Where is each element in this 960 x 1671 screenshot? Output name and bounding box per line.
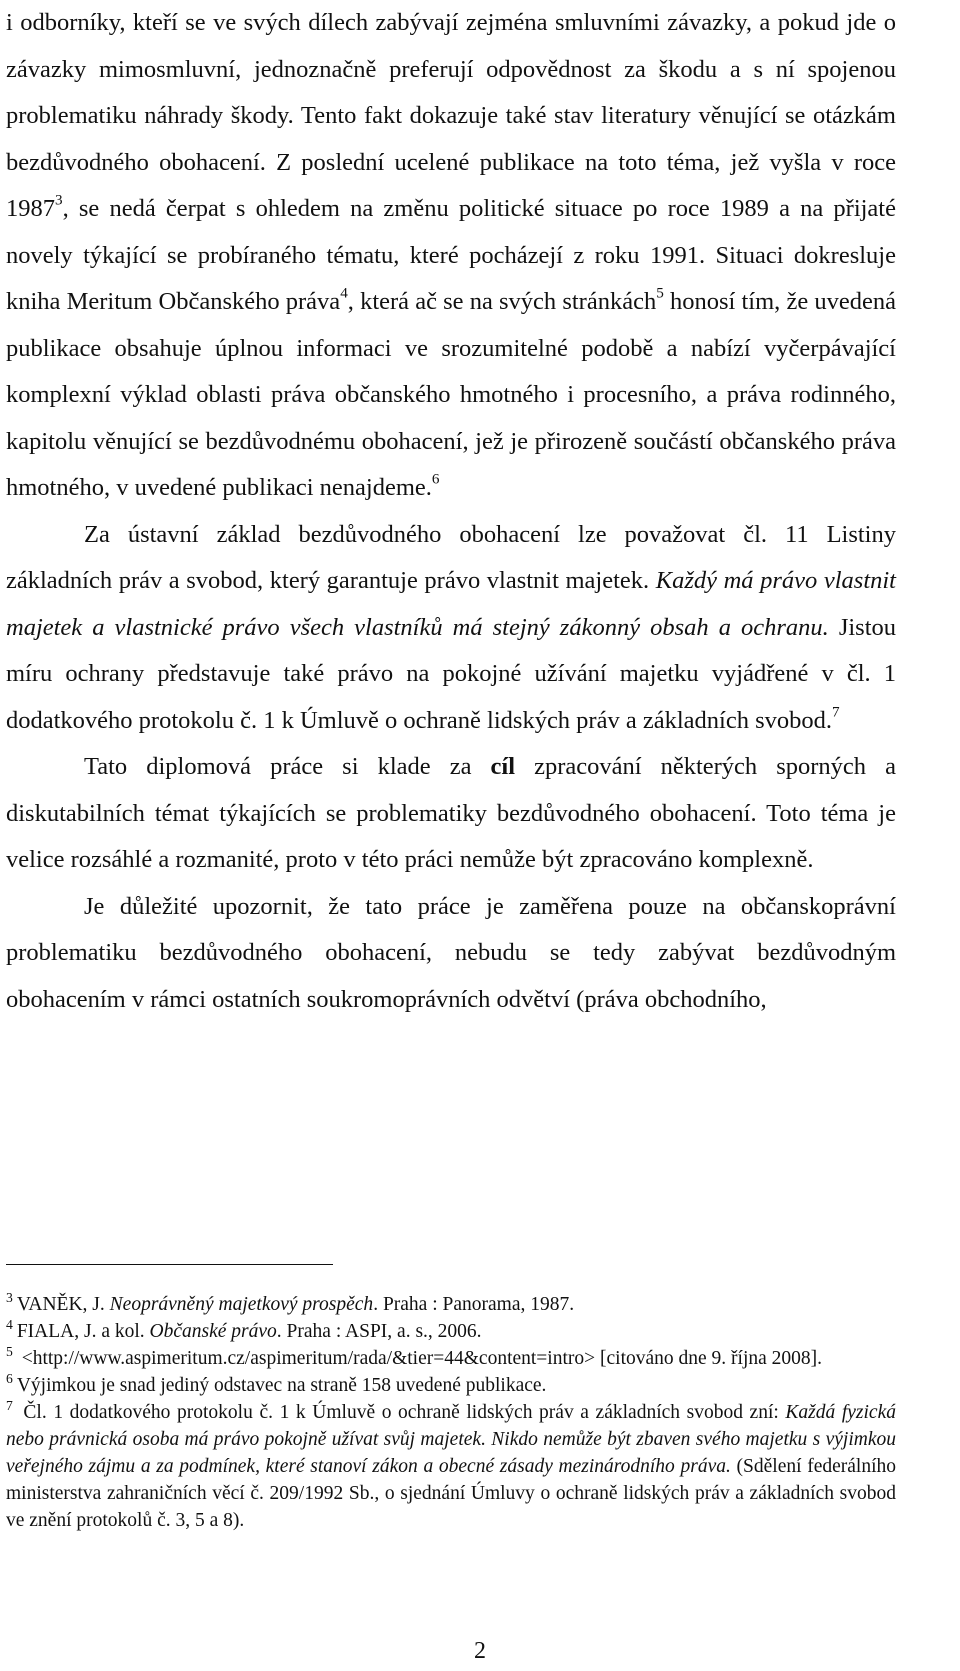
footnote — [6, 1318, 896, 1345]
text-run: <http://www.aspimeritum.cz/aspimeritum/rada/&tier=44&content=intro> [citováno dne 9. října 2008]. — [16, 1348, 823, 1369]
text-run: Tato diplomová práce si klade za — [84, 753, 491, 780]
text-run: Je důležité upozornit, že tato práce je zaměřena pouze na občanskoprávní problematiku bezdůvodného obohacení, nebudu se tedy zabývat bezdůvodným obohacením v rámci ostatních soukromoprávních odvětví (práva obchodního, — [6, 892, 896, 1013]
document-page — [6, 0, 896, 1023]
footnote — [6, 1345, 896, 1372]
text-run: Výjimkou je snad jediný odstavec na straně 158 uvedené publikace. — [16, 1375, 547, 1396]
footnote — [6, 1291, 896, 1318]
text-run: , která ač se na svých stránkách — [347, 288, 657, 315]
page-number: 2 — [474, 1638, 486, 1664]
footnote-reference: 4 — [340, 284, 348, 302]
text-run: . Praha : ASPI, a. s., 2006. — [276, 1321, 482, 1342]
text-run: , se nedá čerpat s ohledem na změnu politické situace po roce 1989 a na přijaté novely týkající se probíraného tématu, které pocházejí z roku 1991. Situaci dokresluje kniha Meritum Občanského práva — [6, 195, 896, 315]
paragraph — [6, 744, 896, 884]
footnote-reference: 6 — [431, 470, 440, 488]
italic-text: Každá fyzická nebo právnická osoba má právo pokojně užívat svůj majetek. Nikdo nemůže být zbaven svého majetku s výjimkou veřejného zájmu a za podmínek, které stanoví zákon a obecné zásady mezinárodního práva. — [6, 1402, 896, 1477]
text-run: VANĚK, J. — [16, 1294, 110, 1315]
body-text — [6, 0, 896, 1023]
footnote-separator — [6, 1264, 333, 1265]
italic-text: Neoprávněný majetkový prospěch — [109, 1294, 374, 1315]
footnote-reference: 7 — [832, 703, 840, 721]
italic-text: Každý má právo vlastnit majetek a vlastnické právo všech vlastníků má stejný zákonný obsah a ochranu. — [6, 567, 896, 641]
paragraph — [6, 884, 896, 1024]
paragraph — [6, 512, 896, 745]
text-run: . Praha : Panorama, 1987. — [373, 1294, 575, 1315]
footnotes — [6, 1291, 896, 1534]
footnote-reference: 3 — [55, 191, 63, 209]
footnote-number: 5 — [6, 1343, 13, 1359]
footnote-number: 7 — [6, 1397, 13, 1413]
text-run: zpracování některých sporných a diskutabilních témat týkajících se problematiky bezdůvodného obohacení. Toto téma je velice rozsáhlé a rozmanité, proto v této práci nemůže být zpracováno komplexně. — [6, 753, 896, 873]
footnote-number: 6 — [6, 1370, 13, 1386]
text-run: Čl. 1 dodatkového protokolu č. 1 k Úmluvě o ochraně lidských práv a základních svobod zní: — [16, 1402, 786, 1423]
paragraph — [6, 0, 896, 512]
italic-text: Občanské právo — [149, 1321, 277, 1342]
footnote — [6, 1372, 896, 1399]
footnote-number: 3 — [6, 1289, 13, 1305]
footnote-reference: 5 — [656, 284, 664, 302]
footnote — [6, 1399, 896, 1534]
footnote-number: 4 — [6, 1316, 13, 1332]
bold-text: cíl — [490, 753, 516, 780]
text-run: Jistou míru ochrany představuje také právo na pokojné užívání majetku vyjádřené v čl. 1 dodatkového protokolu č. 1 k Úmluvě o ochraně lidských práv a základních svobod. — [6, 613, 897, 734]
text-run: Za ústavní základ bezdůvodného obohacení lze považovat čl. 11 Listiny základních práv a svobod, který garantuje právo vlastnit majetek. — [6, 520, 896, 594]
text-run: honosí tím, že uvedená publikace obsahuje úplnou informaci ve srozumitelné podobě a nabízí vyčerpávající komplexní výklad oblasti práva občanského hmotného i procesního, a práva rodinného, kapitolu věnující se bezdůvodnému obohacení, jež je přirozeně součástí občanského práva hmotného, v uvedené publikaci nenajdeme. — [6, 288, 896, 501]
text-run: FIALA, J. a kol. — [16, 1321, 150, 1342]
text-run: i odborníky, kteří se ve svých dílech zabývají zejména smluvními závazky, a pokud jde o závazky mimosmluvní, jednoznačně preferují odpovědnost za škodu a s ní spojenou problematiku náhrady škody. Tento fakt dokazuje také stav literatury věnující se otázkám bezdůvodného obohacení. Z poslední ucelené publikace na toto téma, jež vyšla v roce 1987 — [6, 9, 896, 222]
text-run: (Sdělení federálního ministerstva zahraničních věcí č. 209/1992 Sb., o sjednání Úmluvy o ochraně lidských práv a základních svobod ve znění protokolů č. 3, 5 a 8). — [6, 1456, 896, 1531]
